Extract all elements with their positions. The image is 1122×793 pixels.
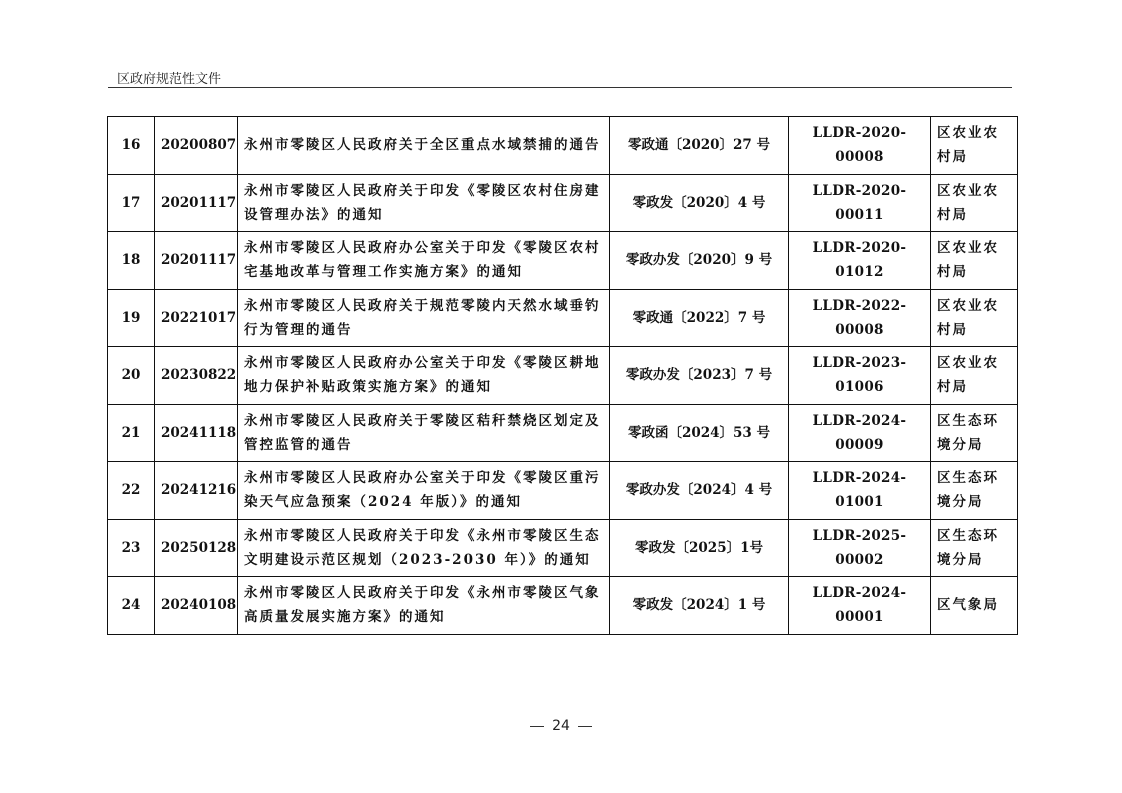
footer-dash-right: [578, 726, 592, 727]
row-number: 18: [108, 232, 155, 290]
table-body: [108, 117, 1018, 635]
table-row: [108, 347, 1018, 405]
row-department: 区气象局: [931, 577, 1018, 635]
table-row: [108, 462, 1018, 520]
row-document-number: 零政办发〔2024〕4 号: [610, 462, 789, 520]
row-title: 永州市零陵区人民政府关于印发《永州市零陵区生态文明建设示范区规划（2023-2030 年）》的通知: [238, 519, 610, 577]
page-header-title: 区政府规范性文件: [117, 72, 222, 87]
row-document-number: 零政发〔2024〕1 号: [610, 577, 789, 635]
row-title: 永州市零陵区人民政府关于规范零陵内天然水域垂钓行为管理的通告: [238, 289, 610, 347]
row-document-number: 零政通〔2020〕27 号: [610, 117, 789, 175]
table-row: [108, 289, 1018, 347]
row-number: 23: [108, 519, 155, 577]
row-registration-number: LLDR-2020-00008: [789, 117, 931, 175]
page-footer: [0, 718, 1122, 734]
row-number: 21: [108, 404, 155, 462]
row-date: 20200807: [155, 117, 238, 175]
row-department: 区农业农村局: [931, 347, 1018, 405]
row-title: 永州市零陵区人民政府关于全区重点水域禁捕的通告: [238, 117, 610, 175]
row-date: 20240108: [155, 577, 238, 635]
row-title: 永州市零陵区人民政府关于印发《永州市零陵区气象高质量发展实施方案》的通知: [238, 577, 610, 635]
row-date: 20230822: [155, 347, 238, 405]
row-department: 区生态环境分局: [931, 462, 1018, 520]
row-date: 20201117: [155, 174, 238, 232]
row-registration-number: LLDR-2024-01001: [789, 462, 931, 520]
row-document-number: 零政发〔2020〕4 号: [610, 174, 789, 232]
row-date: 20201117: [155, 232, 238, 290]
row-document-number: 零政函〔2024〕53 号: [610, 404, 789, 462]
row-registration-number: LLDR-2024-00001: [789, 577, 931, 635]
row-registration-number: LLDR-2025-00002: [789, 519, 931, 577]
row-title: 永州市零陵区人民政府办公室关于印发《零陵区重污染天气应急预案（2024 年版）》的通知: [238, 462, 610, 520]
footer-dash-left: [530, 726, 544, 727]
row-title: 永州市零陵区人民政府关于印发《零陵区农村住房建设管理办法》的通知: [238, 174, 610, 232]
row-number: 17: [108, 174, 155, 232]
row-title: 永州市零陵区人民政府办公室关于印发《零陵区农村宅基地改革与管理工作实施方案》的通知: [238, 232, 610, 290]
document-table: [107, 116, 1018, 635]
row-date: 20241118: [155, 404, 238, 462]
table-row: [108, 232, 1018, 290]
row-number: 24: [108, 577, 155, 635]
row-date: 20221017: [155, 289, 238, 347]
row-department: 区农业农村局: [931, 232, 1018, 290]
row-title: 永州市零陵区人民政府办公室关于印发《零陵区耕地地力保护补贴政策实施方案》的通知: [238, 347, 610, 405]
row-registration-number: LLDR-2022-00008: [789, 289, 931, 347]
row-number: 20: [108, 347, 155, 405]
row-number: 22: [108, 462, 155, 520]
row-registration-number: LLDR-2020-00011: [789, 174, 931, 232]
row-document-number: 零政通〔2022〕7 号: [610, 289, 789, 347]
page-number: 24: [552, 718, 570, 734]
row-registration-number: LLDR-2024-00009: [789, 404, 931, 462]
row-registration-number: LLDR-2023-01006: [789, 347, 931, 405]
row-department: 区生态环境分局: [931, 519, 1018, 577]
row-number: 16: [108, 117, 155, 175]
row-department: 区农业农村局: [931, 289, 1018, 347]
row-document-number: 零政办发〔2020〕9 号: [610, 232, 789, 290]
row-document-number: 零政发〔2025〕1号: [610, 519, 789, 577]
table-row: [108, 404, 1018, 462]
row-document-number: 零政办发〔2023〕7 号: [610, 347, 789, 405]
row-title: 永州市零陵区人民政府关于零陵区秸秆禁烧区划定及管控监管的通告: [238, 404, 610, 462]
row-date: 20250128: [155, 519, 238, 577]
table-row: [108, 117, 1018, 175]
row-department: 区农业农村局: [931, 117, 1018, 175]
header-divider: [108, 87, 1012, 88]
row-registration-number: LLDR-2020-01012: [789, 232, 931, 290]
row-number: 19: [108, 289, 155, 347]
table-row: [108, 519, 1018, 577]
row-department: 区农业农村局: [931, 174, 1018, 232]
table-row: [108, 174, 1018, 232]
row-department: 区生态环境分局: [931, 404, 1018, 462]
table-row: [108, 577, 1018, 635]
row-date: 20241216: [155, 462, 238, 520]
